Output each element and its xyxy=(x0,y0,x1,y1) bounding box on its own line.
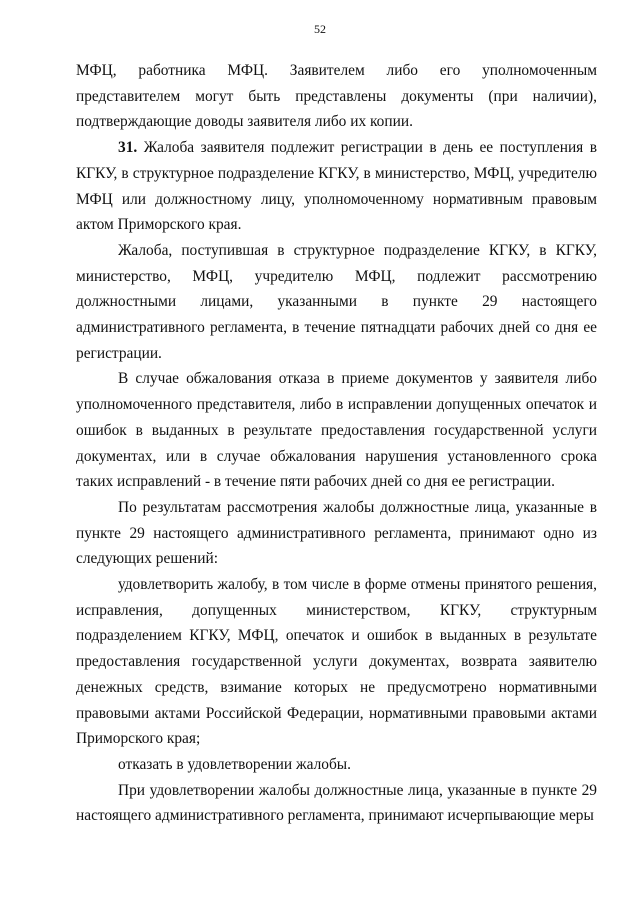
paragraph-continuation: МФЦ, работника МФЦ. Заявителем либо его уполномоченным представителем могут быть представлены документы (при наличии), подтверждающие доводы заявителя либо их копии. xyxy=(76,62,597,131)
paragraph-review-results: По результатам рассмотрения жалобы должностные лица, указанные в пункте 29 настоящего административного регламента, принимают одно из следующих решений: xyxy=(76,498,597,568)
paragraph-item-31-text: Жалоба заявителя подлежит регистрации в день ее поступления в КГКУ, в структурное подразделение КГКУ, в министерство, МФЦ, учредителю МФЦ или должностному лицу, уполномоченному нормативным правовым актом Приморского края. xyxy=(76,139,597,234)
document-body xyxy=(76,58,597,829)
paragraph-complaint-review: Жалоба, поступившая в структурное подразделение КГКУ, в КГКУ, министерство, МФЦ, учредителю МФЦ, подлежит рассмотрению должностными лицами, указанными в пункте 29 настоящего административного регламента, в течение пятнадцати рабочих дней со дня ее регистрации. xyxy=(76,241,597,362)
paragraph-satisfaction-measures: При удовлетворении жалобы должностные лица, указанные в пункте 29 настоящего административного регламента, принимают исчерпывающие меры xyxy=(76,781,597,825)
item-number: 31. xyxy=(118,139,138,157)
decision-refuse: отказать в удовлетворении жалобы. xyxy=(118,755,352,773)
paragraph-refusal-appeal: В случае обжалования отказа в приеме документов у заявителя либо уполномоченного представителя, либо в исправлении допущенных опечаток и ошибок в выданных в результате предоставления государственной услуги документах, или в случае обжалования нарушения установленного срока таких исправлений - в течение пяти рабочих дней со дня ее регистрации. xyxy=(76,370,597,491)
paragraph-item-31 xyxy=(76,135,597,238)
decision-satisfy: удовлетворить жалобу, в том числе в форме отмены принятого решения, исправления, допущенных министерством, КГКУ, структурным подразделением КГКУ, МФЦ, опечаток и ошибок в выданных в результате предоставления государственной услуги документах, возврата заявителю денежных средств, взимание которых не предусмотрено нормативными правовыми актами Российской Федерации, нормативными правовыми актами Приморского края; xyxy=(76,576,597,748)
page-number: 52 xyxy=(314,22,326,36)
